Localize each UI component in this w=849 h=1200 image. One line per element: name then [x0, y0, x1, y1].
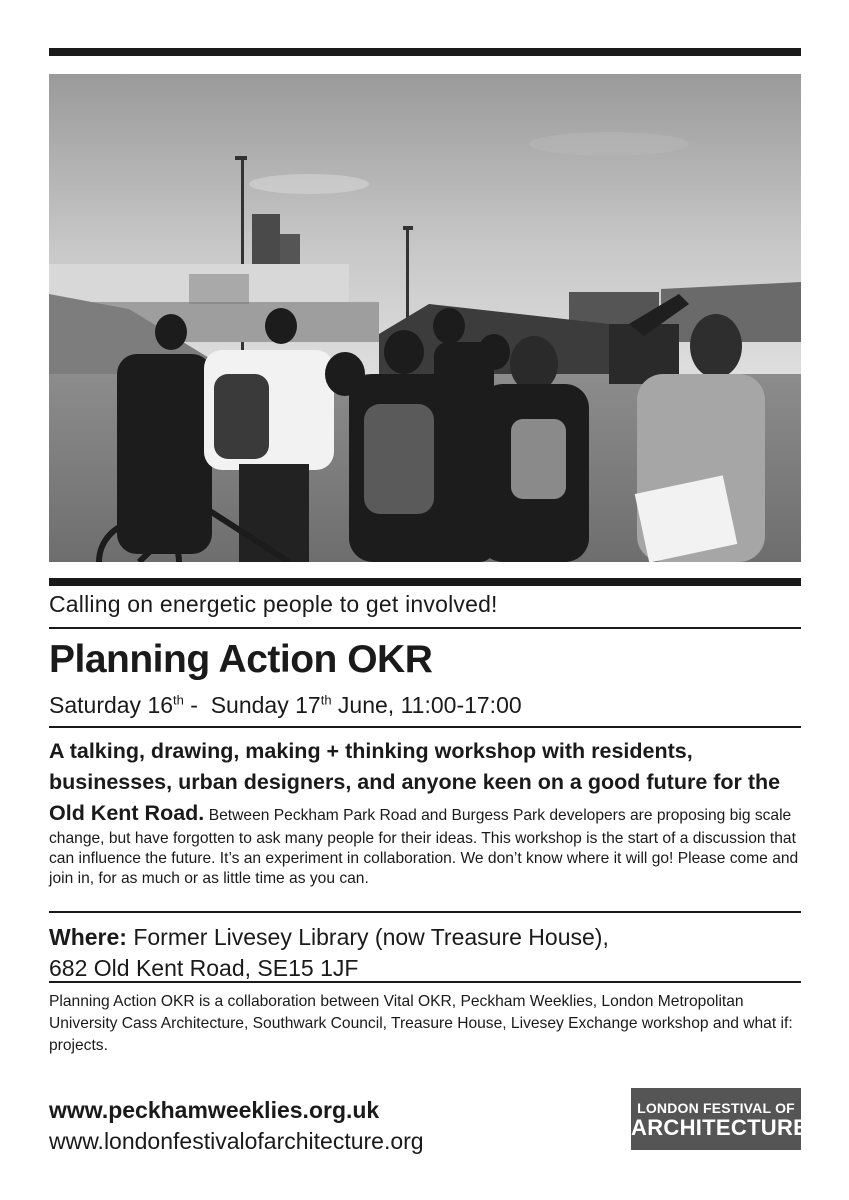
event-description [49, 736, 809, 889]
peckham-weeklies-link[interactable]: www.peckhamweeklies.org.uk [49, 1097, 380, 1123]
logo-line1: LONDON FESTIVAL OF [637, 1100, 795, 1116]
location-line2: 682 Old Kent Road, SE15 1JF [49, 955, 359, 981]
date-day1-suffix: th [173, 692, 184, 708]
dates-divider [49, 726, 801, 728]
callout-text: Calling on energetic people to get involved! [49, 591, 498, 617]
lfa-logo [631, 1088, 809, 1150]
location-line1: Former Livesey Library (now Treasure House), [133, 924, 609, 950]
date-time: June, 11:00-17:00 [331, 692, 522, 718]
date-day2-suffix: th [320, 692, 332, 708]
description-lead: A talking, drawing, making + thinking workshop with residents, businesses, urban designers, and anyone keen on a good future for the Old Kent Road. [49, 739, 781, 825]
date-separator: - [183, 692, 211, 718]
date-day1: Saturday 16 [49, 692, 174, 718]
description-divider [49, 911, 801, 913]
logo-line2: ARCHITECTURE [631, 1115, 809, 1140]
event-dates [49, 692, 522, 719]
event-location [49, 922, 609, 984]
top-rule [49, 48, 801, 56]
event-title: Planning Action OKR [49, 638, 433, 681]
collaboration-note: Planning Action OKR is a collaboration between Vital OKR, Peckham Weeklies, London Metropolitan University Cass Architecture, Southwark Council, Treasure House, Livesey Exchange workshop and what if: projects. [49, 993, 793, 1054]
date-day2: Sunday 17 [210, 692, 321, 718]
callout-divider [49, 627, 801, 629]
description-body: Between Peckham Park Road and Burgess Park developers are proposing big scale change, but have forgotten to ask many people for their ideas. This workshop is the start of a discussion that can influence the future. It’s an experiment in collaboration. We don’t know where it will go! Please come and join in, for as much or as little time as you can. [49, 807, 799, 887]
workshop-photo [49, 74, 801, 562]
location-divider [49, 981, 801, 983]
lfa-link[interactable]: www.londonfestivalofarchitecture.org [49, 1128, 424, 1154]
location-label: Where: [49, 924, 127, 950]
photo-bottom-rule [49, 578, 801, 586]
